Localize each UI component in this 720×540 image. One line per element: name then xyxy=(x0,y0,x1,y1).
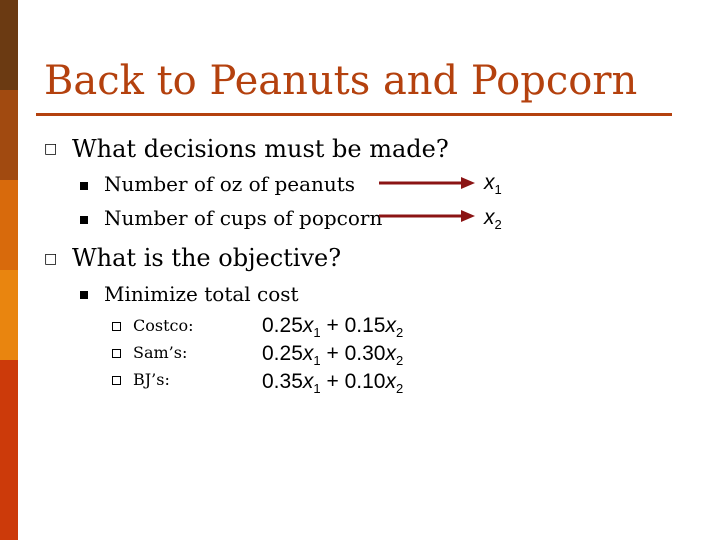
cost-expression-bjs: $0.35x_1 + 0.10x_2$ xyxy=(262,370,404,396)
sidebar-stripe-2 xyxy=(0,90,18,180)
sidebar-stripe-5 xyxy=(0,360,18,540)
bullet-square-icon xyxy=(80,291,88,299)
subbullet-popcorn: Number of cups of popcorn xyxy=(104,206,383,230)
arrow-right-icon xyxy=(377,208,477,224)
cost-expression-sams: $0.25x_1 + 0.30x_2$ xyxy=(262,342,404,368)
subbullet-minimize-cost: Minimize total cost xyxy=(104,282,299,306)
store-label-costco: Costco: xyxy=(133,316,194,335)
sidebar-stripe-4 xyxy=(0,270,18,360)
bullet-small-square-icon xyxy=(112,376,121,385)
bullet-hollow-square-icon: □ xyxy=(44,251,58,267)
bullet-objective: What is the objective? xyxy=(72,244,342,272)
sidebar-stripe-3 xyxy=(0,180,18,270)
variable-x2: $x_2$ xyxy=(484,206,502,232)
sidebar-stripe-1 xyxy=(0,0,18,90)
bullet-decisions: What decisions must be made? xyxy=(72,135,449,163)
bullet-small-square-icon xyxy=(112,322,121,331)
slide-title: Back to Peanuts and Popcorn xyxy=(44,58,638,104)
bullet-hollow-square-icon: □ xyxy=(44,141,58,157)
store-label-bjs: BJ’s: xyxy=(133,370,170,389)
variable-x1: $x_1$ xyxy=(484,171,502,197)
store-label-sams: Sam’s: xyxy=(133,343,188,362)
cost-expression-costco: $0.25x_1 + 0.15x_2$ xyxy=(262,314,404,340)
subbullet-peanuts: Number of oz of peanuts xyxy=(104,172,356,196)
bullet-square-icon xyxy=(80,182,88,190)
bullet-small-square-icon xyxy=(112,349,121,358)
bullet-square-icon xyxy=(80,216,88,224)
arrow-right-icon xyxy=(377,175,477,191)
title-underline xyxy=(36,113,672,116)
